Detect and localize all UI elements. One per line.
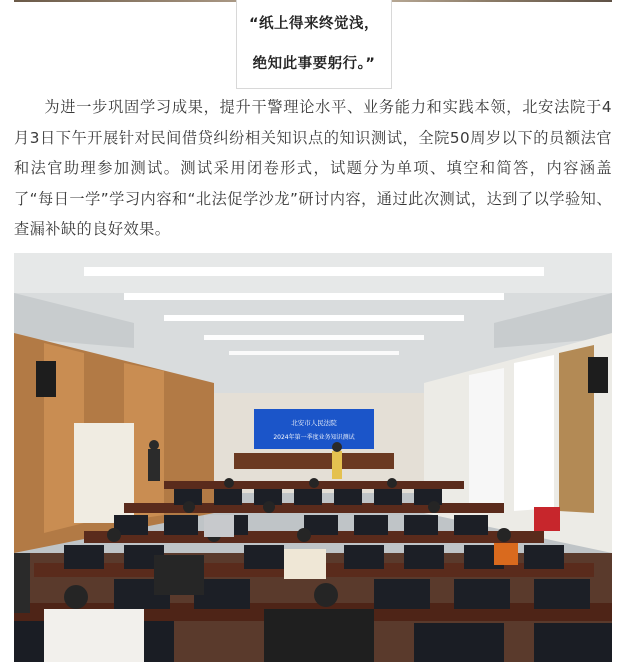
quote-line-1: “纸上得来终觉浅， bbox=[248, 16, 380, 32]
article-paragraph: 为进一步巩固学习成果，提升干警理论水平、业务能力和实践本领，北安法院于4月3日下午开展针对民间借贷纠纷相关知识点的知识测试，全院50周岁以下的员额法官和法官助理参加测试。测试采用闭卷形式，试题分为单项、填空和简答，内容涵盖了“每日一学”学习内容和“北法促学沙龙”研讨内容，通过此次测试，达到了以学验知、查漏补缺的良好效果。 bbox=[14, 98, 612, 238]
screen-title: 北安市人民法院 bbox=[291, 419, 337, 427]
quote-box bbox=[236, 0, 392, 89]
quote-line-2: 绝知此事要躬行。” bbox=[252, 56, 376, 72]
projection-screen bbox=[254, 409, 374, 449]
screen-subtitle: 2024年第一季度业务知识测试 bbox=[273, 434, 355, 441]
exam-room-photo bbox=[14, 253, 612, 662]
